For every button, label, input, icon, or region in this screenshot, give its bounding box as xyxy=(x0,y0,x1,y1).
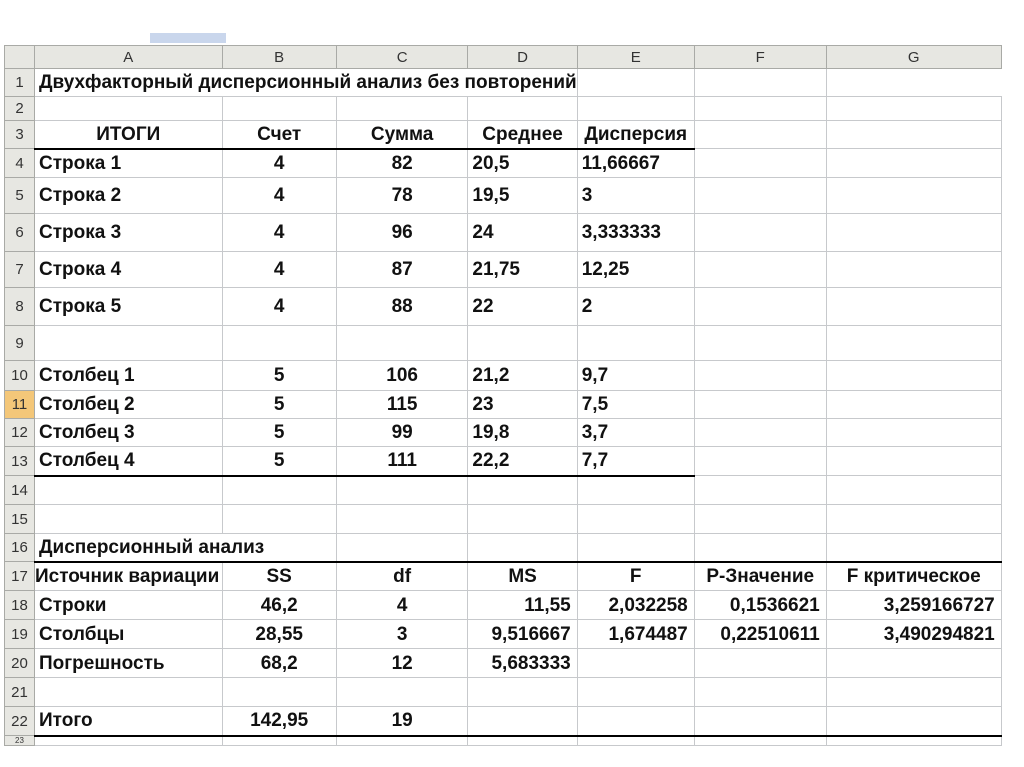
cell[interactable] xyxy=(468,476,577,505)
row-header[interactable]: 6 xyxy=(5,214,35,252)
cell[interactable]: 12,25 xyxy=(577,252,694,288)
cell[interactable]: Строка 4 xyxy=(35,252,223,288)
cell[interactable]: 22 xyxy=(468,288,577,326)
cell[interactable] xyxy=(468,97,577,121)
cell[interactable] xyxy=(336,476,468,505)
row-header[interactable]: 20 xyxy=(5,649,35,678)
table-row xyxy=(5,534,1002,562)
cell[interactable] xyxy=(222,97,336,121)
row-header[interactable]: 5 xyxy=(5,178,35,214)
table-row xyxy=(5,620,1002,649)
cell[interactable] xyxy=(694,391,826,419)
cell[interactable] xyxy=(826,678,1001,707)
table-row xyxy=(5,214,1002,252)
cell[interactable] xyxy=(577,476,694,505)
cell[interactable]: 68,2 xyxy=(222,649,336,678)
cell[interactable] xyxy=(336,736,468,746)
cell[interactable]: 96 xyxy=(336,214,468,252)
cell[interactable] xyxy=(336,505,468,534)
table-row xyxy=(5,736,1002,746)
table-row xyxy=(5,419,1002,447)
cell[interactable] xyxy=(694,707,826,736)
cell[interactable] xyxy=(468,707,577,736)
table-row xyxy=(5,178,1002,214)
cell[interactable]: 111 xyxy=(336,447,468,476)
cell-summary-header[interactable]: ИТОГИ xyxy=(35,121,223,149)
cell[interactable] xyxy=(577,326,694,361)
cell[interactable] xyxy=(222,476,336,505)
row-header[interactable]: 3 xyxy=(5,121,35,149)
row-header[interactable]: 4 xyxy=(5,149,35,178)
cell[interactable]: 4 xyxy=(222,149,336,178)
cell-source-header[interactable]: Источник вариации xyxy=(35,562,223,591)
cell[interactable]: 106 xyxy=(336,361,468,391)
row-header[interactable]: 17 xyxy=(5,562,35,591)
cell[interactable]: 4 xyxy=(222,252,336,288)
table-row xyxy=(5,391,1002,419)
row-header[interactable]: 19 xyxy=(5,620,35,649)
cell[interactable] xyxy=(694,476,826,505)
row-header[interactable]: 10 xyxy=(5,361,35,391)
cell-mean-header[interactable]: Среднее xyxy=(468,121,577,149)
cell[interactable] xyxy=(336,678,468,707)
column-header-g[interactable]: G xyxy=(826,46,1001,69)
cell[interactable] xyxy=(826,178,1001,214)
cell[interactable]: 0,1536621 xyxy=(694,591,826,620)
anova-section-title[interactable]: Дисперсионный анализ xyxy=(35,534,337,562)
cell[interactable]: Итого xyxy=(35,707,223,736)
column-header-d[interactable]: D xyxy=(468,46,577,69)
table-row xyxy=(5,121,1002,149)
cell[interactable] xyxy=(694,361,826,391)
cell-df-header[interactable]: df xyxy=(336,562,468,591)
cell[interactable]: 7,7 xyxy=(577,447,694,476)
cell[interactable]: 3 xyxy=(577,178,694,214)
cell[interactable]: 3,490294821 xyxy=(826,620,1001,649)
cell[interactable] xyxy=(468,534,577,562)
cell[interactable]: 1,674487 xyxy=(577,620,694,649)
cell[interactable]: 3,7 xyxy=(577,419,694,447)
row-header[interactable]: 22 xyxy=(5,707,35,736)
cell[interactable] xyxy=(336,97,468,121)
cell[interactable] xyxy=(694,149,826,178)
table-row xyxy=(5,447,1002,476)
cell[interactable] xyxy=(694,419,826,447)
cell[interactable]: 5 xyxy=(222,391,336,419)
cell[interactable] xyxy=(577,97,694,121)
row-header[interactable]: 21 xyxy=(5,678,35,707)
cell[interactable] xyxy=(694,178,826,214)
cell[interactable] xyxy=(694,214,826,252)
cell-variance-header[interactable]: Дисперсия xyxy=(577,121,694,149)
cell[interactable] xyxy=(826,326,1001,361)
row-header[interactable]: 23 xyxy=(5,736,35,746)
cell-ms-header[interactable]: MS xyxy=(468,562,577,591)
cell[interactable]: 7,5 xyxy=(577,391,694,419)
cell[interactable] xyxy=(694,97,826,121)
cell-ss-header[interactable]: SS xyxy=(222,562,336,591)
cell[interactable]: 142,95 xyxy=(222,707,336,736)
cell-count-header[interactable]: Счет xyxy=(222,121,336,149)
cell[interactable]: 24 xyxy=(468,214,577,252)
cell[interactable] xyxy=(577,534,694,562)
cell[interactable]: Строка 1 xyxy=(35,149,223,178)
cell[interactable]: Строка 3 xyxy=(35,214,223,252)
cell[interactable]: 3,259166727 xyxy=(826,591,1001,620)
cell[interactable]: 11,66667 xyxy=(577,149,694,178)
cell[interactable]: 5 xyxy=(222,447,336,476)
cell[interactable] xyxy=(694,649,826,678)
cell[interactable]: 21,2 xyxy=(468,361,577,391)
column-header-row xyxy=(5,46,1002,69)
cell[interactable]: 2 xyxy=(577,288,694,326)
table-row xyxy=(5,69,1002,97)
cell[interactable] xyxy=(826,252,1001,288)
cell[interactable] xyxy=(468,678,577,707)
cell[interactable] xyxy=(826,505,1001,534)
cell[interactable]: Столбец 3 xyxy=(35,419,223,447)
cell[interactable]: 23 xyxy=(468,391,577,419)
table-row xyxy=(5,361,1002,391)
row-header[interactable]: 9 xyxy=(5,326,35,361)
cell[interactable] xyxy=(577,707,694,736)
cell[interactable] xyxy=(826,476,1001,505)
cell[interactable]: 22,2 xyxy=(468,447,577,476)
table-row xyxy=(5,149,1002,178)
cell[interactable]: 19,8 xyxy=(468,419,577,447)
cell[interactable]: 82 xyxy=(336,149,468,178)
cell[interactable]: 28,55 xyxy=(222,620,336,649)
name-box-highlight xyxy=(150,33,226,43)
select-all-corner[interactable] xyxy=(5,46,35,69)
cell[interactable]: 88 xyxy=(336,288,468,326)
cell[interactable]: 3 xyxy=(336,620,468,649)
cell[interactable]: Строка 2 xyxy=(35,178,223,214)
cell[interactable]: 4 xyxy=(222,288,336,326)
table-row xyxy=(5,326,1002,361)
cell[interactable] xyxy=(826,149,1001,178)
cell[interactable]: 20,5 xyxy=(468,149,577,178)
toolbar-remnant xyxy=(0,0,1024,44)
cell[interactable] xyxy=(468,505,577,534)
row-header[interactable]: 15 xyxy=(5,505,35,534)
column-header-e[interactable]: E xyxy=(577,46,694,69)
cell[interactable]: 99 xyxy=(336,419,468,447)
cell[interactable] xyxy=(694,736,826,746)
cell[interactable]: 12 xyxy=(336,649,468,678)
cell[interactable] xyxy=(694,326,826,361)
cell[interactable] xyxy=(826,361,1001,391)
cell[interactable] xyxy=(826,288,1001,326)
cell[interactable]: 9,516667 xyxy=(468,620,577,649)
cell[interactable] xyxy=(826,534,1001,562)
table-row xyxy=(5,678,1002,707)
cell[interactable]: 9,7 xyxy=(577,361,694,391)
cell[interactable]: 5,683333 xyxy=(468,649,577,678)
cell-sum-header[interactable]: Сумма xyxy=(336,121,468,149)
cell[interactable] xyxy=(826,391,1001,419)
cell[interactable] xyxy=(336,326,468,361)
cell[interactable] xyxy=(222,678,336,707)
row-header[interactable]: 7 xyxy=(5,252,35,288)
cell[interactable] xyxy=(35,97,223,121)
cell[interactable]: Столбец 4 xyxy=(35,447,223,476)
table-row xyxy=(5,252,1002,288)
cell[interactable] xyxy=(577,69,694,97)
cell[interactable] xyxy=(826,97,1001,121)
cell[interactable] xyxy=(35,505,223,534)
cell[interactable] xyxy=(468,326,577,361)
table-row xyxy=(5,562,1002,591)
cell[interactable] xyxy=(694,534,826,562)
cell[interactable] xyxy=(577,678,694,707)
cell[interactable]: 115 xyxy=(336,391,468,419)
cell[interactable] xyxy=(694,252,826,288)
cell[interactable]: 19,5 xyxy=(468,178,577,214)
cell[interactable]: 5 xyxy=(222,419,336,447)
cell[interactable]: Столбец 2 xyxy=(35,391,223,419)
table-row xyxy=(5,707,1002,736)
table-row xyxy=(5,591,1002,620)
row-header[interactable]: 18 xyxy=(5,591,35,620)
cell[interactable]: 5 xyxy=(222,361,336,391)
cell[interactable] xyxy=(35,678,223,707)
table-row xyxy=(5,649,1002,678)
cell[interactable] xyxy=(336,534,468,562)
cell[interactable] xyxy=(694,121,826,149)
cell[interactable]: 19 xyxy=(336,707,468,736)
column-header-b[interactable]: B xyxy=(222,46,336,69)
row-header-selected[interactable]: 11 xyxy=(5,391,35,419)
cell[interactable]: Столбец 1 xyxy=(35,361,223,391)
cell[interactable]: 0,22510611 xyxy=(694,620,826,649)
cell[interactable]: Столбцы xyxy=(35,620,223,649)
cell[interactable]: 87 xyxy=(336,252,468,288)
cell[interactable]: 21,75 xyxy=(468,252,577,288)
table-row xyxy=(5,505,1002,534)
cell[interactable] xyxy=(826,736,1001,746)
cell[interactable] xyxy=(694,678,826,707)
cell[interactable] xyxy=(826,121,1001,149)
spreadsheet-grid xyxy=(4,45,1002,746)
column-header-c[interactable]: C xyxy=(336,46,468,69)
cell[interactable]: 4 xyxy=(222,214,336,252)
row-header[interactable]: 16 xyxy=(5,534,35,562)
cell[interactable]: 3,333333 xyxy=(577,214,694,252)
cell[interactable] xyxy=(826,419,1001,447)
cell[interactable]: 46,2 xyxy=(222,591,336,620)
cell[interactable] xyxy=(468,736,577,746)
cell[interactable] xyxy=(222,736,336,746)
column-header-f[interactable]: F xyxy=(694,46,826,69)
cell[interactable]: Строка 5 xyxy=(35,288,223,326)
row-header[interactable]: 2 xyxy=(5,97,35,121)
cell[interactable] xyxy=(35,736,223,746)
cell[interactable] xyxy=(826,447,1001,476)
cell[interactable]: 2,032258 xyxy=(577,591,694,620)
sheet-title[interactable]: Двухфакторный дисперсионный анализ без повторений xyxy=(35,69,578,97)
cell[interactable] xyxy=(694,505,826,534)
row-header[interactable]: 12 xyxy=(5,419,35,447)
cell[interactable] xyxy=(577,736,694,746)
column-header-a[interactable]: A xyxy=(35,46,223,69)
cell[interactable]: 11,55 xyxy=(468,591,577,620)
cell[interactable] xyxy=(222,326,336,361)
cell[interactable]: 4 xyxy=(222,178,336,214)
cell[interactable] xyxy=(577,505,694,534)
cell[interactable] xyxy=(577,649,694,678)
cell[interactable] xyxy=(694,69,826,97)
cell[interactable] xyxy=(35,326,223,361)
cell-f-header[interactable]: F xyxy=(577,562,694,591)
row-header[interactable]: 1 xyxy=(5,69,35,97)
cell[interactable] xyxy=(694,288,826,326)
cell[interactable]: 78 xyxy=(336,178,468,214)
cell[interactable]: Строки xyxy=(35,591,223,620)
cell[interactable]: 4 xyxy=(336,591,468,620)
row-header[interactable]: 8 xyxy=(5,288,35,326)
cell[interactable] xyxy=(826,649,1001,678)
cell[interactable] xyxy=(826,707,1001,736)
cell[interactable] xyxy=(222,505,336,534)
cell-p-value-header[interactable]: P-Значение xyxy=(694,562,826,591)
cell-f-critical-header[interactable]: F критическое xyxy=(826,562,1001,591)
cell[interactable]: Погрешность xyxy=(35,649,223,678)
table-row xyxy=(5,97,1002,121)
cell[interactable] xyxy=(694,447,826,476)
table-row xyxy=(5,288,1002,326)
row-header[interactable]: 13 xyxy=(5,447,35,476)
cell[interactable] xyxy=(826,214,1001,252)
table-row xyxy=(5,476,1002,505)
row-header[interactable]: 14 xyxy=(5,476,35,505)
cell[interactable] xyxy=(35,476,223,505)
